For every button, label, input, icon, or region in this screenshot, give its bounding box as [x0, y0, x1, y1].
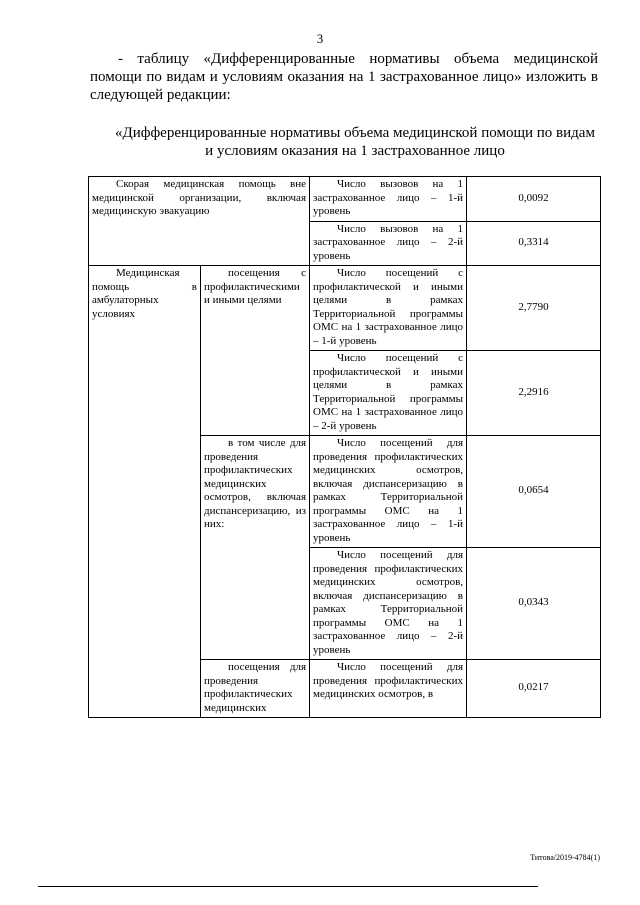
care-type-emergency: Скорая медицинская помощь вне медицинской организации, включая медицинскую эвакуацию	[89, 177, 310, 266]
table-title: «Дифференцированные нормативы объема медицинской помощи по видам и условиям оказания на 1 застрахованное лицо	[115, 125, 595, 159]
value-cell: 0,0343	[467, 548, 601, 660]
purpose-cell: посещения для проведения профилактических медицинских	[201, 660, 310, 718]
purpose-cell: в том числе для проведения профилактических медицинских осмотров, включая диспансеризацию, из них:	[201, 436, 310, 660]
value-cell: 0,3314	[467, 221, 601, 266]
value-cell: 0,0654	[467, 436, 601, 548]
unit-cell: Число посещений с профилактической и иными целями в рамках Территориальной программы ОМС на 1 застрахованное лицо – 1-й уровень	[310, 266, 467, 351]
page-number: 3	[316, 31, 324, 46]
purpose-cell: посещения с профилактическими и иными целями	[201, 266, 310, 436]
value-cell: 2,7790	[467, 266, 601, 351]
unit-cell: Число посещений для проведения профилактических медицинских осмотров, включая диспансеризацию в рамках Территориальной программы ОМС на 1 застрахованное лицо – 2-й уровень	[310, 548, 467, 660]
value-cell: 2,2916	[467, 351, 601, 436]
unit-cell: Число вызовов на 1 застрахованное лицо – 2-й уровень	[310, 221, 467, 266]
norms-table	[88, 176, 601, 718]
value-cell: 0,0217	[467, 660, 601, 718]
care-type-ambulatory: Медицинская помощь в амбулаторных условиях	[89, 266, 201, 718]
unit-cell: Число вызовов на 1 застрахованное лицо – 1-й уровень	[310, 177, 467, 222]
unit-cell: Число посещений для проведения профилактических медицинских осмотров, включая диспансеризацию в рамках Территориальной программы ОМС на 1 застрахованное лицо – 1-й уровень	[310, 436, 467, 548]
footer-code: Титова/2019-4784(1)	[530, 853, 600, 862]
bottom-rule	[38, 886, 538, 887]
table-row	[89, 177, 601, 222]
unit-cell: Число посещений для проведения профилактических медицинских осмотров, в	[310, 660, 467, 718]
value-cell: 0,0092	[467, 177, 601, 222]
unit-cell: Число посещений с профилактической и иными целями в рамках Территориальной программы ОМС на 1 застрахованное лицо – 2-й уровень	[310, 351, 467, 436]
table-row	[89, 266, 601, 351]
intro-paragraph: - таблицу «Дифференцированные нормативы объема медицинской помощи по видам и условиям оказания на 1 застрахованное лицо» изложить в следующей редакции:	[90, 51, 598, 103]
